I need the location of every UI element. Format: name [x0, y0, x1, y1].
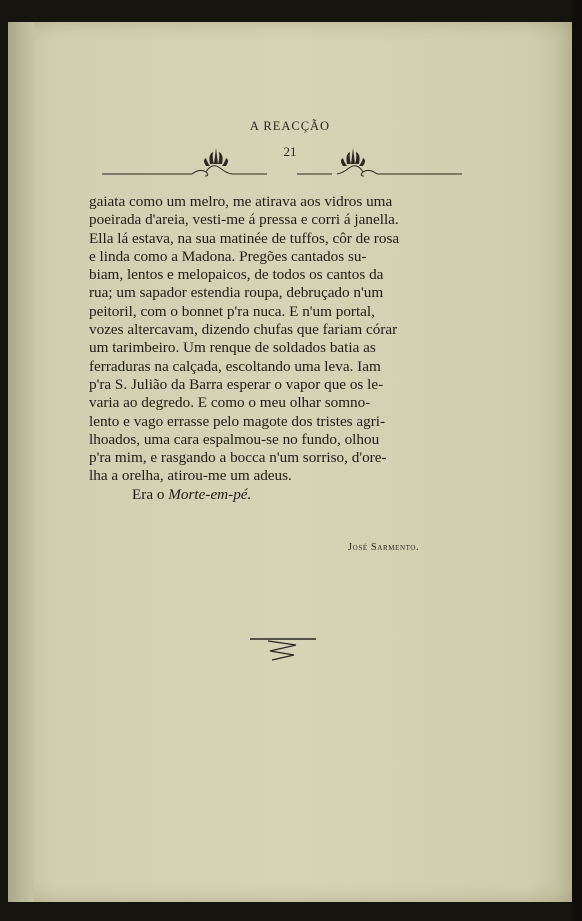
text-line-11: p'ra S. Julião da Barra esperar o vapor que os le- — [89, 375, 384, 393]
running-title: A REACÇÃO — [249, 119, 331, 133]
tailpiece-ornament — [248, 633, 318, 668]
text-line-15: p'ra mim, e rasgando a bocca n'um sorriso, d'ore- — [89, 449, 387, 467]
book-page — [8, 22, 572, 902]
text-line-5: biam, lentos e melopaicos, de todos os cantos da — [89, 266, 384, 284]
tailpiece-icon — [248, 633, 318, 663]
scan-edge — [572, 0, 582, 921]
text-line-1: gaiata como um melro, me atirava aos vidros uma — [89, 193, 393, 210]
text-line-7: peitoril, com o bonnet p'ra nuca. E n'um portal, — [89, 302, 375, 320]
closing-prefix: Era o — [132, 485, 165, 503]
body-paragraph — [89, 193, 465, 504]
text-line-8: vozes altercavam, dizendo chufas que fariam córar — [89, 321, 398, 339]
text-line-9: um tarimbeiro. Um renque de soldados batia as — [89, 339, 376, 357]
page-number: 21 — [283, 144, 297, 159]
text-line-16: lha a orelha, atirou-me um adeus. — [89, 467, 292, 485]
text-line-10: ferraduras na calçada, escoltando uma leva. Iam — [89, 357, 381, 375]
text-line-12: varia ao degredo. E como o meu olhar somno- — [89, 394, 371, 412]
closing-line — [89, 486, 465, 504]
closing-italic: Morte-em-pé. — [168, 485, 252, 503]
text-line-3: Ella lá estava, na sua matinée de tuffos, côr de rosa — [89, 229, 400, 247]
text-line-6: rua; um sapador estendia roupa, debruçado n'um — [89, 284, 384, 302]
text-line-4: e linda como a Madona. Pregões cantados su- — [89, 247, 367, 265]
text-line-13: lento e vago errasse pelo magote dos tristes agri- — [89, 412, 386, 430]
text-line-14: lhoados, uma cara espalmou-se no fundo, olhou — [89, 430, 380, 448]
text-line-2: poeirada d'areia, vesti-me á pressa e corri á janella. — [89, 211, 399, 229]
author-signature: José Sarmento. — [348, 542, 420, 553]
